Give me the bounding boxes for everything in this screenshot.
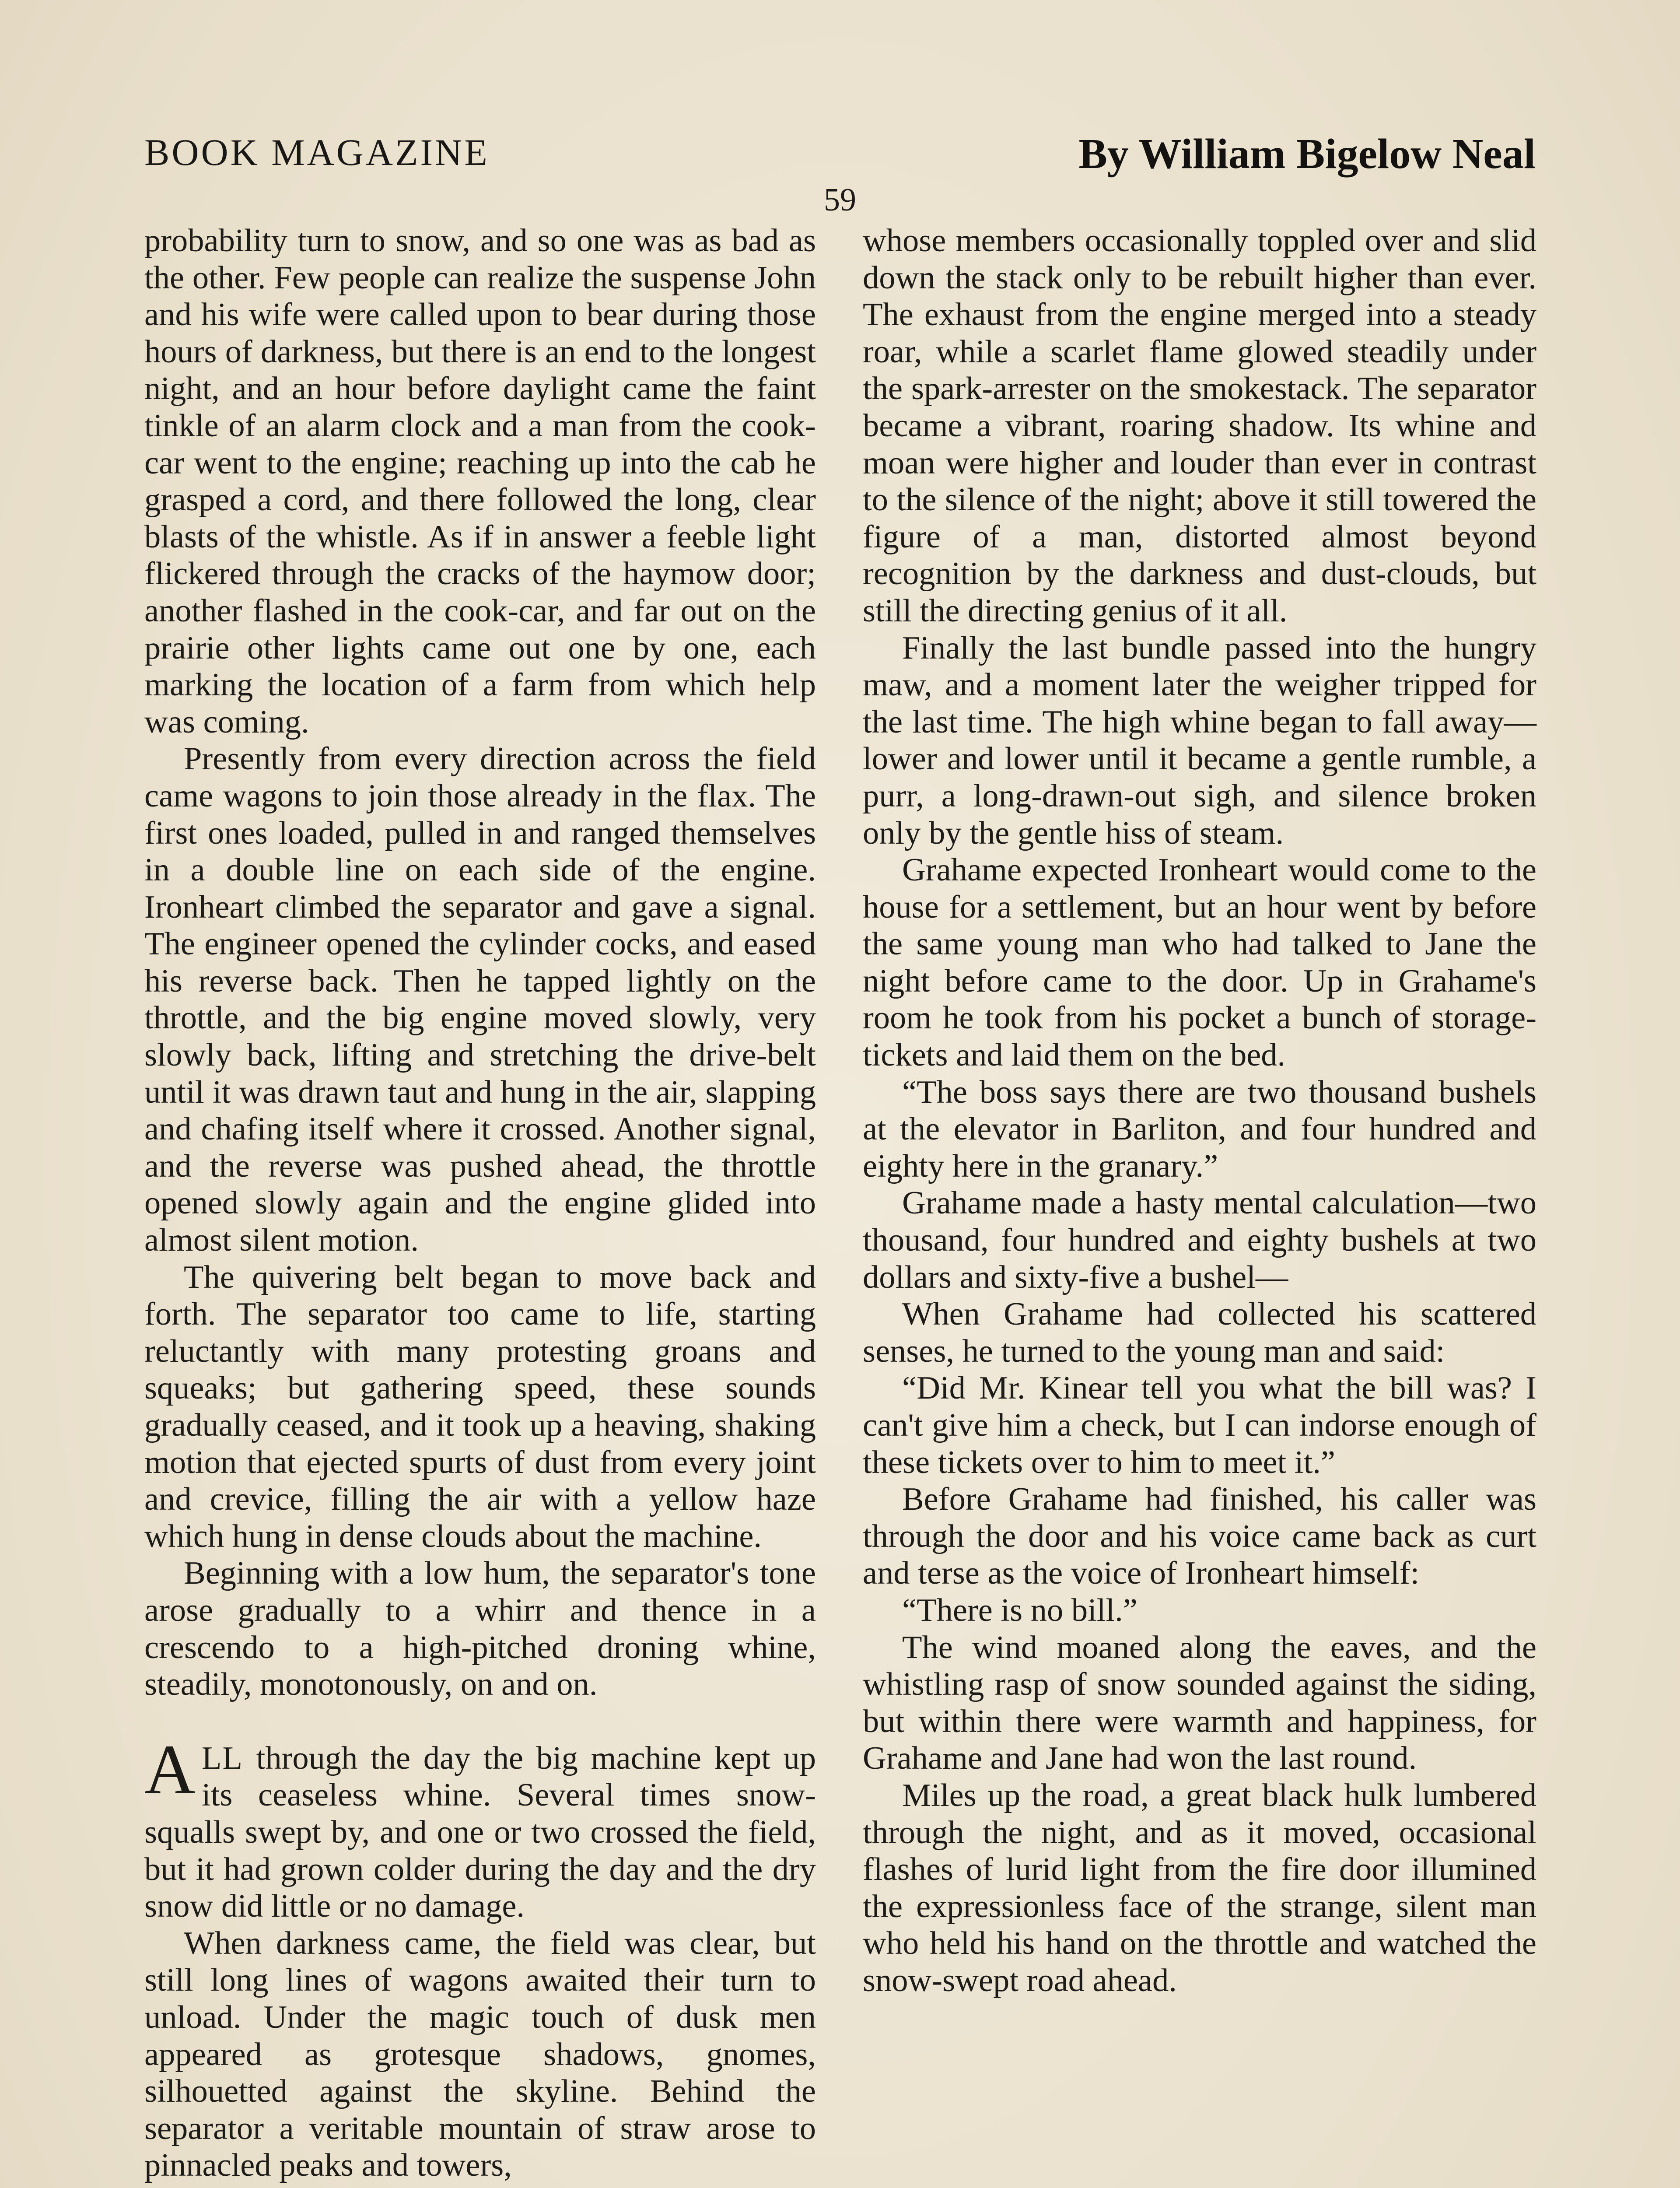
- small-caps-lead: LL: [202, 1740, 244, 1776]
- right-column: [863, 222, 1536, 1999]
- paragraph: Finally the last bundle passed into the hungry maw, and a moment later the weigher tripped for the last time. The high whine began to fall away—lower and lower until it became a gentle rumble, a purr, a long-drawn-out sigh, and silence broken only by the gentle hiss of steam.: [863, 630, 1536, 851]
- byline: By William Bigelow Neal: [1078, 130, 1536, 178]
- left-column: [144, 222, 816, 2184]
- paragraph: The quivering belt began to move back and forth. The separator too came to life, starting reluctantly with many protesting groans and squeaks; but gathering speed, these sounds gradually ceased, and it took up a heaving, shaking motion that ejected spurts of dust from every joint and crevice, filling the air with a yellow haze which hung in dense clouds about the machine.: [144, 1259, 816, 1554]
- paragraph: When darkness came, the field was clear, but still long lines of wagons awaited their turn to unload. Under the magic touch of dusk men appeared as grotesque shadows, gnomes, silhouetted against the skyline. Behind the separator a veritable mountain of straw arose to pinnacled peaks and towers,: [144, 1925, 816, 2184]
- page-number: 59: [824, 182, 856, 218]
- paragraph: probability turn to snow, and so one was as bad as the other. Few people can realize the suspense John and his wife were called upon to bear during those hours of darkness, but there is an end to the longest night, and an hour before daylight came the faint tinkle of an alarm clock and a man from the cook-car went to the engine; reaching up into the cab he grasped a cord, and there followed the long, clear blasts of the whistle. As if in answer a feeble light flickered through the cracks of the haymow door; another flashed in the cook-car, and far out on the prairie other lights came out one by one, each marking the location of a farm from which help was coming.: [144, 223, 816, 740]
- paragraph: Presently from every direction across the field came wagons to join those already in the flax. The first ones loaded, pulled in and ranged themselves in a double line on each side of the engine. Ironheart climbed the separator and gave a signal. The engineer opened the cylinder cocks, and eased his reverse back. Then he tapped lightly on the throttle, and the big engine moved slowly, very slowly back, lifting and stretching the drive-belt until it was drawn taut and hung in the air, slapping and chafing itself where it crossed. Another signal, and the reverse was pushed ahead, the throttle opened slowly again and the engine glided into almost silent motion.: [144, 741, 816, 1259]
- paragraph: The wind moaned along the eaves, and the whistling rasp of snow sounded against the siding, but within there were warmth and happiness, for Grahame and Jane had won the last round.: [863, 1629, 1536, 1777]
- magazine-title: BOOK MAGAZINE: [144, 131, 490, 173]
- paragraph-section-start: [144, 1730, 816, 1925]
- paragraph: “The boss says there are two thousand bushels at the elevator in Barliton, and four hundred and eighty here in the granary.”: [863, 1074, 1536, 1184]
- paragraph: Beginning with a low hum, the separator's tone arose gradually to a whirr and thence in a crescendo to a high-pitched droning whine, steadily, monotonously, on and on.: [144, 1555, 816, 1703]
- paragraph: Miles up the road, a great black hulk lumbered through the night, and as it moved, occasional flashes of lurid light from the fire door illumined the expressionless face of the strange, silent man who held his hand on the throttle and watched the snow-swept road ahead.: [863, 1777, 1536, 1999]
- paragraph: “There is no bill.”: [902, 1592, 1138, 1628]
- section-break: [144, 1703, 816, 1740]
- paragraph: whose members occasionally toppled over and slid down the stack only to be rebuilt higher than ever. The exhaust from the engine merged into a steady roar, while a scarlet flame glowed steadily under the spark-arrester on the smokestack. The separator became a vibrant, roaring shadow. Its whine and moan were higher and louder than ever in contrast to the silence of the night; above it still towered the figure of a man, distorted almost beyond recognition by the darkness and dust-clouds, but still the directing genius of it all.: [863, 223, 1536, 629]
- drop-cap: A: [144, 1730, 196, 1809]
- paragraph: When Grahame had collected his scattered senses, he turned to the young man and said:: [863, 1296, 1536, 1369]
- paragraph: Before Grahame had finished, his caller was through the door and his voice came back as curt and terse as the voice of Ironheart himself:: [863, 1481, 1536, 1592]
- paragraph-text: through the day the big machine kept up its ceaseless whine. Several times snow-squalls swept by, and one or two crossed the field, but it had grown colder during the day and the dry snow did little or no damage.: [144, 1740, 816, 1925]
- paragraph: Grahame made a hasty mental calculation—two thousand, four hundred and eighty bushels at two dollars and sixty-five a bushel—: [863, 1185, 1536, 1295]
- paragraph: “Did Mr. Kinear tell you what the bill was? I can't give him a check, but I can indorse enough of these tickets over to him to meet it.”: [863, 1370, 1536, 1480]
- paragraph: Grahame expected Ironheart would come to the house for a settlement, but an hour went by before the same young man who had talked to Jane the night before came to the door. Up in Grahame's room he took from his pocket a bunch of storage-tickets and laid them on the bed.: [863, 852, 1536, 1073]
